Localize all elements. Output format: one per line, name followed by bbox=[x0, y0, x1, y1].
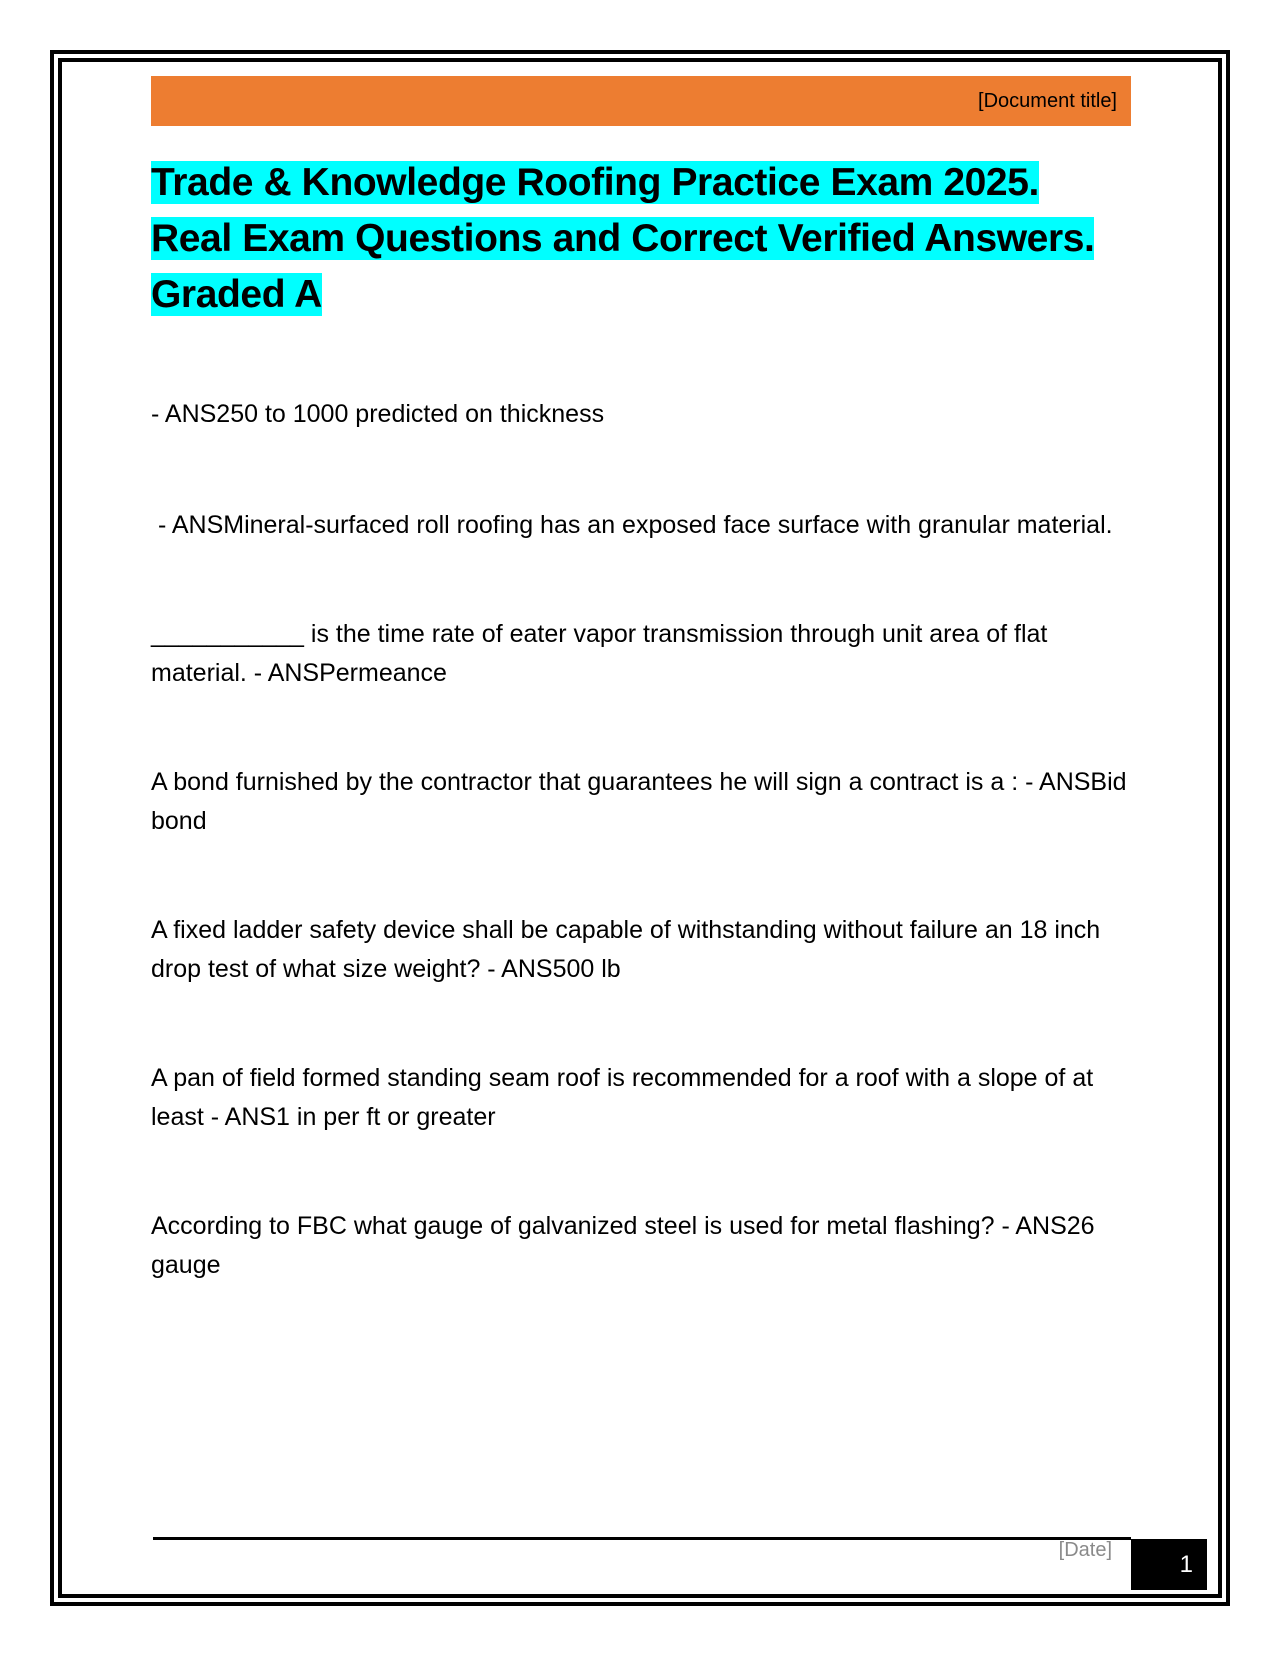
title-line-2: Real Exam Questions and Correct Verified Answers. bbox=[151, 217, 1095, 260]
qa-item: A pan of field formed standing seam roof is recommended for a roof with a slope of at least - ANS1 in per ft or greater bbox=[151, 1064, 1101, 1131]
header-bar bbox=[151, 76, 1131, 126]
page-number: 1 bbox=[1179, 1551, 1193, 1578]
title-line-1: Trade & Knowledge Roofing Practice Exam 2025. bbox=[151, 161, 1039, 204]
page-number-box bbox=[1131, 1539, 1207, 1590]
qa-item: - ANS250 to 1000 predicted on thickness bbox=[151, 400, 605, 428]
footer-date: [Date] bbox=[1058, 1539, 1112, 1561]
qa-list bbox=[151, 395, 1141, 1355]
qa-item: A bond furnished by the contractor that guarantees he will sign a contract is a : - ANSBid bond bbox=[151, 768, 1134, 835]
qa-item: According to FBC what gauge of galvanized steel is used for metal flashing? - ANS26 gauge bbox=[151, 1212, 1102, 1279]
qa-item: A fixed ladder safety device shall be capable of withstanding without failure an 18 inch drop test of what size weight? - ANS500 lb bbox=[151, 916, 1108, 983]
qa-item: - ANSMineral-surfaced roll roofing has an exposed face surface with granular material. bbox=[151, 511, 1113, 539]
qa-item: ___________ is the time rate of eater vapor transmission through unit area of flat material. - ANSPermeance bbox=[151, 620, 1055, 687]
page-title bbox=[151, 155, 1141, 323]
footer-divider bbox=[153, 1537, 1131, 1540]
title-line-3: Graded A bbox=[151, 273, 322, 316]
document-title: [Document title] bbox=[978, 90, 1117, 112]
